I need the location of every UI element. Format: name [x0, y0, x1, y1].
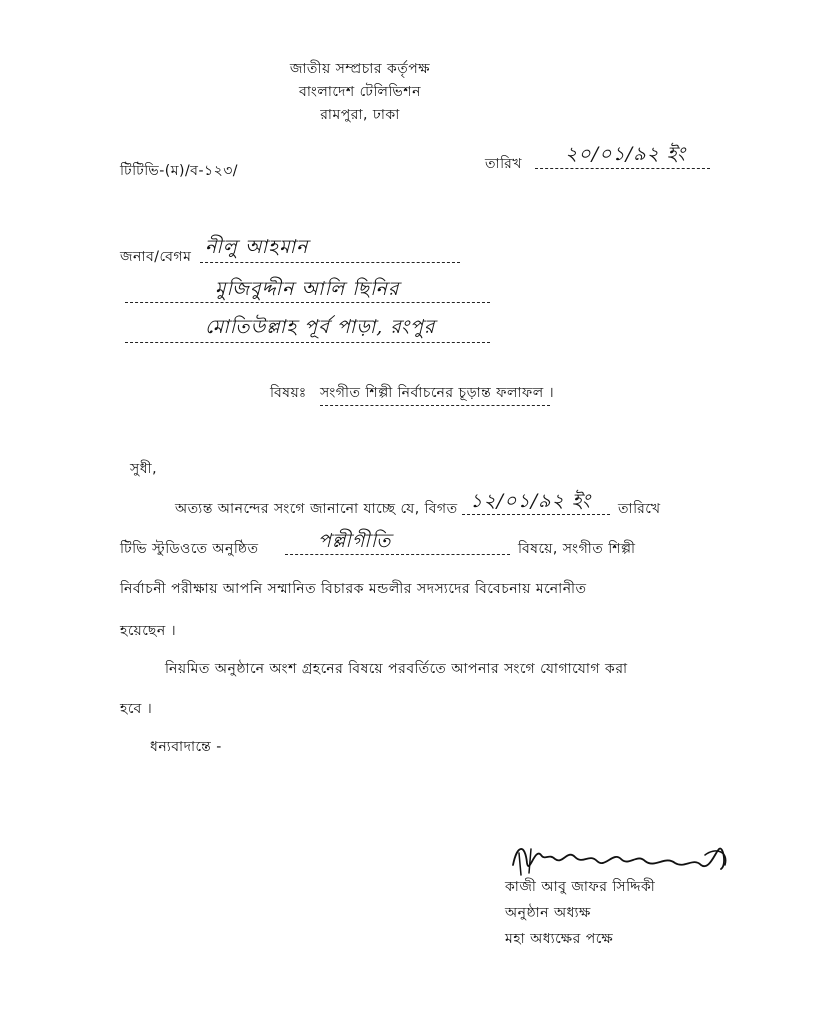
recipient-line-3: মোতিউল্লাহ পূর্ব পাড়া, রংপুর — [205, 316, 436, 338]
genre-underline — [285, 554, 510, 555]
para1-line3: নির্বাচনী পরীক্ষায় আপনি সম্মানিত বিচারক মন্ডলীর সদস্যদের বিবেচনায় মনোনীত — [120, 581, 587, 597]
date-label: তারিখ — [485, 156, 522, 172]
para1-line4: হয়েছেন । — [120, 623, 177, 639]
subject-text: সংগীত শিল্পী নির্বাচনের চূড়ান্ত ফলাফল । — [320, 385, 555, 401]
recipient-name: নীলু আহমান — [205, 236, 309, 258]
header-org: জাতীয় সম্প্রচার কর্তৃপক্ষ — [289, 61, 431, 77]
salutation-label: জনাব/বেগম — [120, 249, 192, 265]
header-address: রামপুরা, ঢাকা — [320, 107, 400, 123]
music-genre: পল্লীগীতি — [318, 530, 392, 552]
exam-date-underline — [462, 514, 610, 515]
para2-line2: হবে । — [120, 701, 153, 717]
signatory-title: অনুষ্ঠান অধ্যক্ষ — [505, 905, 591, 921]
subject-underline — [320, 405, 550, 406]
signatory-on-behalf: মহা অধ্যক্ষের পক্ষে — [505, 931, 614, 947]
name-underline — [200, 262, 460, 263]
memo-number: টিটিভি-(ম)/ব-১২৩/ — [120, 163, 239, 179]
para1-line1-end: তারিখে — [618, 501, 661, 517]
signatory-name: কাজী আবু জাফর সিদ্দিকী — [505, 879, 656, 895]
address-underline-2 — [125, 342, 490, 343]
address-underline-1 — [125, 302, 490, 303]
exam-date: ১২/০১/৯২ ইং — [470, 490, 591, 512]
para1-line1-text: অত্যন্ত আনন্দের সংগে জানানো যাচ্ছে যে, বিগত — [175, 501, 458, 517]
greeting: সুধী, — [130, 461, 158, 477]
date-value: ২০/০১/৯২ ইং — [565, 143, 686, 165]
recipient-line-2: মুজিবুদ্দীন আলি ছিনির — [215, 278, 400, 300]
date-underline — [535, 168, 710, 169]
para1-line2-end: বিষয়ে, সংগীত শিল্পী — [518, 541, 636, 557]
subject-label: বিষয়ঃ — [270, 385, 307, 401]
para1-line2-text: টিভি স্টুডিওতে অনুষ্ঠিত — [120, 541, 259, 557]
header-station: বাংলাদেশ টেলিভিশন — [299, 84, 421, 100]
para2-line1: নিয়মিত অনুষ্ঠানে অংশ গ্রহনের বিষয়ে পরবর্তিতে আপনার সংগে যোগাযোগ করা — [165, 661, 628, 677]
closing: ধন্যবাদান্তে - — [150, 739, 222, 755]
